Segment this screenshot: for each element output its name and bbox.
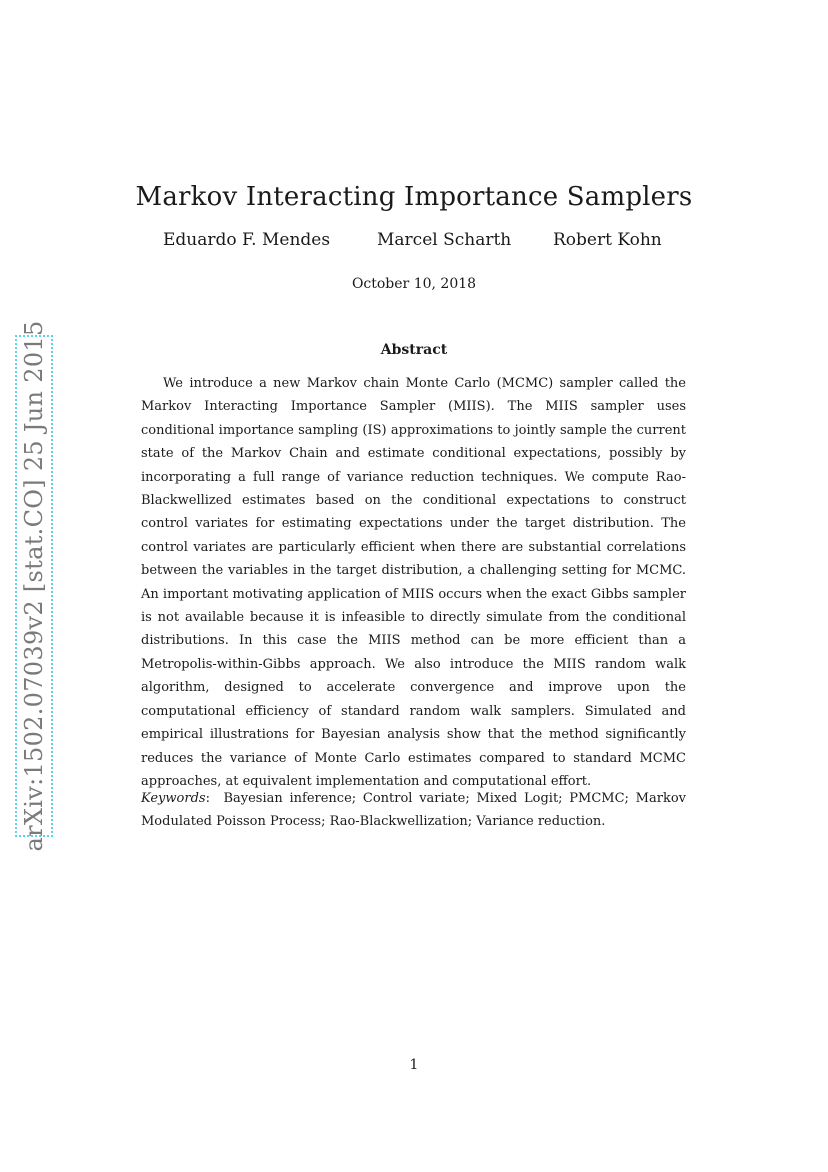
keywords-text: Bayesian inference; Control variate; Mixed Logit; PMCMC; Markov Modulated Poisson Process; Rao-Blackwellization; Variance reduction. (141, 791, 686, 830)
arxiv-stamp (15, 320, 53, 852)
author-name: Eduardo F. Mendes (163, 230, 331, 250)
author-list (0, 230, 828, 254)
author-name: Marcel Scharth (377, 230, 512, 250)
keywords: Keywords: Bayesian inference; Control variate; Mixed Logit; PMCMC; Markov Modulated Poisson Process; Rao-Blackwellization; Variance reduction. (141, 791, 686, 830)
arxiv-identifier: arXiv:1502.07039v2 [stat.CO] 25 Jun 2015 (20, 320, 48, 852)
abstract-heading: Abstract (380, 342, 448, 358)
paper-title: Markov Interacting Importance Samplers (135, 182, 693, 213)
paper-date: October 10, 2018 (351, 276, 477, 292)
author-name: Robert Kohn (553, 230, 662, 250)
abstract-text: We introduce a new Markov chain Monte Carlo (MCMC) sampler called the Markov Interacting Importance Sampler (MIIS). The MIIS sampler uses conditional importance sampling (IS) approximations to jointly sample the current state of the Markov Chain and estimate conditional expectations, possibly by incorporating a full range of variance reduction techniques. We compute Rao-Blackwellized estimates based on the conditional expectations to construct control variates for estimating expectations under the target distribution. The control variates are particularly efficient when there are substantial correlations between the variables in the target distribution, a challenging setting for MCMC. An important motivating application of MIIS occurs when the exact Gibbs sampler is not available because it is infeasible to directly simulate from the conditional distributions. In this case the MIIS method can be more efficient than a Metropolis-within-Gibbs approach. We also introduce the MIIS random walk algorithm, designed to accelerate convergence and improve upon the computational efficiency of standard random walk samplers. Simulated and empirical illustrations for Bayesian analysis show that the method significantly reduces the variance of Monte Carlo estimates compared to standard MCMC approaches, at equivalent implementation and computational effort. (141, 376, 686, 789)
page-number: 1 (409, 1057, 419, 1073)
keywords-label: Keywords (141, 791, 206, 806)
